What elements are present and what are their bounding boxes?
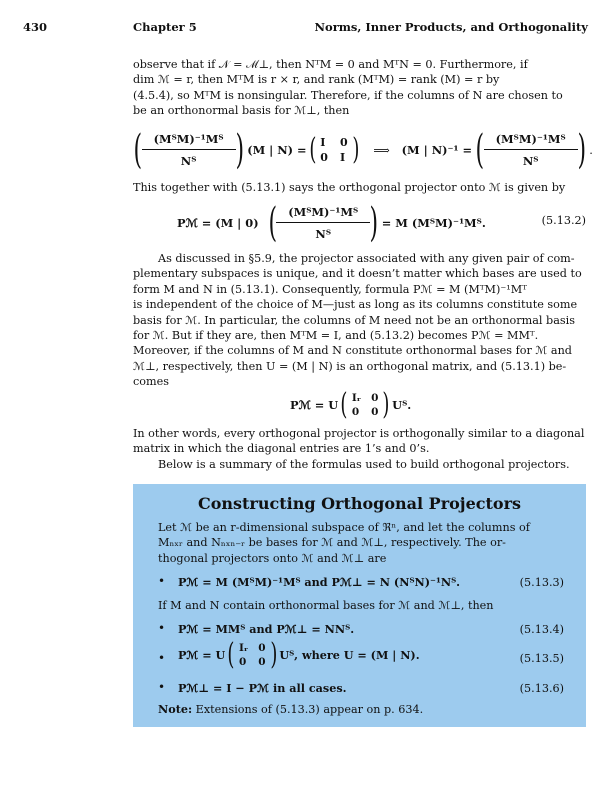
paragraph-3-line: is independent of the choice of M—just as long as its columns constitute some <box>133 298 578 312</box>
equation-period: . <box>589 143 593 157</box>
paragraph-4-line: In other words, every orthogonal projector is orthogonally similar to a diagonal <box>133 427 585 440</box>
right-paren: ) <box>269 637 277 672</box>
summary-middle: If M and N contain orthonormal bases for ℳ and ℳ⊥, then <box>158 599 494 612</box>
bullet-icon: • <box>158 574 166 588</box>
matrix-entry: 0 <box>351 406 360 418</box>
paragraph-3-line: plementary subspaces is unique, and it doesn’t matter which bases are used to <box>133 267 582 281</box>
equation-number: (5.13.6) <box>519 682 564 695</box>
summary-intro-line: Mₙₓᵣ and Nₙₓₙ₋ᵣ be bases for ℳ and ℳ⊥, respectively. The or- <box>158 536 506 550</box>
matrix-entry: 0 <box>371 406 379 418</box>
fraction <box>282 205 364 241</box>
matrix-entry: 0 <box>339 136 348 149</box>
page-number: 430 <box>23 20 48 34</box>
paragraph-3-line: basis for ℳ. In particular, the columns of M need not be an orthonormal basis <box>133 313 575 327</box>
matrix-entry: 0 <box>258 656 266 668</box>
summary-intro <box>158 520 563 566</box>
equation-rhs-lhs: (M | N)⁻¹ = <box>401 143 473 157</box>
formula-5-13-4: Pℳ = MMᵀ and Pℳ⊥ = NNᵀ. <box>178 622 355 636</box>
formula-5-13-5 <box>178 637 420 673</box>
paragraph-1 <box>133 57 586 119</box>
paragraph-3-line: comes <box>133 375 169 389</box>
paragraph-3-line: form M and N in (5.13.1). Consequently, formula Pℳ = M (MᵀM)⁻¹Mᵀ <box>133 282 527 296</box>
paragraph-1-line: be an orthonormal basis for ℳ⊥, then <box>133 104 350 118</box>
fraction-rhs <box>490 132 572 168</box>
equation-lhs: Pℳ = (M | 0) <box>177 216 259 230</box>
summary-box-title: Constructing Orthogonal Projectors <box>197 494 521 513</box>
summary-note <box>158 702 563 717</box>
right-paren: ) <box>235 127 244 173</box>
paragraph-3-line: for ℳ. But if they are, then MᵀM = I, and (5.13.2) becomes Pℳ = MMᵀ. <box>133 329 539 343</box>
matrix-entry: I <box>339 151 346 164</box>
equation-rhs: = M (MᵀM)⁻¹Mᵀ. <box>381 216 486 230</box>
paragraph-1-line: observe that if 𝒩 = ℳ⊥, then NᵀM = 0 and MᵀN = 0. Furthermore, if <box>133 58 528 71</box>
matrix-entry: Iᵣ <box>351 392 362 404</box>
left-paren: ( <box>133 127 143 173</box>
right-paren: ) <box>369 200 379 246</box>
right-paren: ) <box>577 127 586 173</box>
bullet-icon: • <box>158 621 166 635</box>
fraction-denominator: Nᵀ <box>484 149 578 168</box>
note-label: Note: <box>158 702 193 716</box>
paragraph-4-line: Below is a summary of the formulas used to build orthogonal projectors. <box>158 457 570 471</box>
paragraph-3-line: ℳ⊥, respectively, then U = (M | N) is an orthogonal matrix, and (5.13.1) be- <box>133 359 567 373</box>
paragraph-3 <box>133 251 586 266</box>
right-paren: ) <box>382 387 390 422</box>
formula-rhs: Uᵀ, where U = (M | N). <box>279 648 420 662</box>
equation-number: (5.13.3) <box>519 576 564 589</box>
paragraph-3-body <box>133 266 586 389</box>
fraction-denominator: Nᵀ <box>276 222 370 241</box>
diagonal-block-matrix <box>239 642 266 668</box>
diagonal-block-matrix <box>352 392 379 418</box>
matrix-entry: Iᵣ <box>239 642 249 654</box>
equation-number: (5.13.5) <box>519 652 564 665</box>
bullet-icon: • <box>158 680 166 694</box>
paragraph-4-line: matrix in which the diagonal entries are 1’s and 0’s. <box>133 442 430 456</box>
equation-diagonal-form <box>290 387 411 423</box>
left-paren: ( <box>340 387 348 422</box>
paragraph-4 <box>133 426 586 472</box>
paragraph-1-line: (4.5.4), so MᵀM is nonsingular. Therefore, if the columns of N are chosen to <box>133 88 563 102</box>
paragraph-2: This together with (5.13.1) says the orthogonal projector onto ℳ is given by <box>133 181 566 194</box>
fraction-lhs <box>148 132 230 168</box>
chapter-label: Chapter 5 <box>133 20 197 34</box>
right-paren: ) <box>351 132 359 167</box>
left-paren: ( <box>308 132 316 167</box>
left-paren: ( <box>227 637 235 672</box>
equation-number: (5.13.4) <box>519 623 564 636</box>
summary-intro-line: thogonal projectors onto ℳ and ℳ⊥ are <box>158 551 387 565</box>
equation-rhs: Uᵀ. <box>392 398 412 412</box>
paragraph-3-line: Moreover, if the columns of M and N constitute orthonormal bases for ℳ and <box>133 344 572 358</box>
formula-lhs: Pℳ = U <box>178 648 226 662</box>
matrix-entry: I <box>320 136 326 149</box>
equation-number: (5.13.2) <box>541 214 586 227</box>
paragraph-1-line: dim ℳ = r, then MᵀM is r × r, and rank (MᵀM) = rank (M) = r by <box>133 73 500 87</box>
fraction-numerator: (MᵀM)⁻¹Mᵀ <box>288 205 359 219</box>
summary-box <box>133 484 586 727</box>
fraction-denominator: Nᵀ <box>142 149 236 168</box>
identity-block-matrix <box>320 136 347 164</box>
matrix-entry: 0 <box>258 642 266 654</box>
left-paren: ( <box>268 200 277 246</box>
equation-5-13-2 <box>177 194 486 252</box>
equation-lhs: Pℳ = U <box>290 398 339 412</box>
implies-arrow: ⟹ <box>373 143 390 157</box>
fraction-numerator: (MᵀM)⁻¹Mᵀ <box>153 132 224 146</box>
paragraph-3-line: As discussed in §5.9, the projector associated with any given pair of com- <box>158 252 575 265</box>
fraction-numerator: (MᵀM)⁻¹Mᵀ <box>495 132 566 146</box>
equation-middle: (M | N) = <box>247 143 307 157</box>
formula-5-13-6: Pℳ⊥ = I − Pℳ in all cases. <box>178 681 347 695</box>
left-paren: ( <box>475 127 485 173</box>
summary-intro-line: Let ℳ be an r-dimensional subspace of ℜⁿ, and let the columns of <box>158 521 530 534</box>
matrix-entry: 0 <box>239 656 247 668</box>
matrix-entry: 0 <box>371 392 379 404</box>
bullet-icon: • <box>158 651 166 665</box>
note-text: Extensions of (5.13.3) appear on p. 634. <box>195 703 424 716</box>
matrix-entry: 0 <box>320 151 328 164</box>
section-title: Norms, Inner Products, and Orthogonality <box>314 20 588 34</box>
formula-5-13-3: Pℳ = M (MᵀM)⁻¹Mᵀ and Pℳ⊥ = N (NᵀN)⁻¹Nᵀ. <box>178 575 461 589</box>
equation-inverse-block <box>130 121 593 179</box>
